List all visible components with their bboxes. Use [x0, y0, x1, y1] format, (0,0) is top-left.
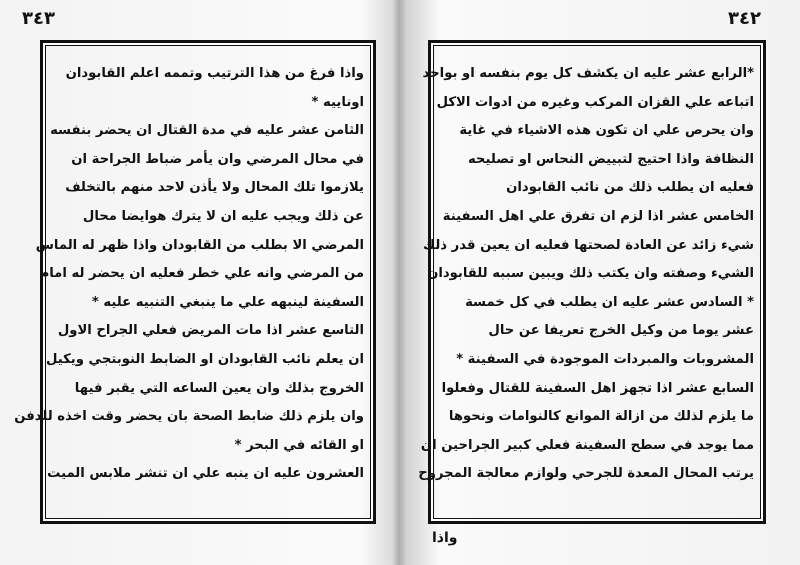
text-line: وان يلزم ذلك ضابط الصحة بان يحضر وقت اخذه للدفن: [14, 409, 364, 425]
text-line: الخامس عشر اذا لزم ان تفرق علي اهل السفينة: [442, 208, 754, 224]
left-page-text: [14, 60, 364, 520]
text-line: * السادس عشر عليه ان يطلب في كل خمسة: [465, 294, 754, 310]
text-line: التاسع عشر اذا مات المريض فعلي الجراح الاول: [57, 323, 364, 339]
text-line: عن ذلك ويجب عليه ان لا يترك هوايضا محال: [82, 208, 364, 224]
text-line: فعليه ان يطلب ذلك من نائب القابودان: [506, 180, 754, 196]
text-line: ان يعلم نائب القابودان او الضابط النوبتجي ويكيل: [45, 351, 364, 367]
text-line: الخروج بذلك وان يعين الساعه التي يقبر فيها: [74, 380, 364, 396]
text-line: الثامن عشر عليه في مدة القتال ان يحضر بنفسه: [50, 123, 364, 139]
text-line: المشروبات والمبردات الموجودة في السفينة *: [456, 351, 754, 367]
text-line: يرتب المحال المعدة للجرحي ولوازم معالجة المجروح: [418, 466, 754, 482]
text-line: او القائه في البحر *: [234, 437, 364, 453]
text-line: وان يحرص علي ان تكون هذه الاشياء في غاية: [459, 123, 754, 139]
left-page-number: ٣٤٣: [22, 8, 55, 29]
text-line: شيء زائد عن العادة لصحتها فعليه ان يعين قدر ذلك: [423, 237, 754, 253]
catchword: واذا: [432, 530, 458, 546]
text-line: العشرون عليه ان ينبه علي ان تنشر ملابس الميت: [47, 466, 364, 482]
text-line: عشر يوما من وكيل الخرج تعريفا عن حال: [488, 323, 754, 339]
book-gutter: [392, 0, 406, 565]
text-line: السفينة لينبهه علي ما ينبغي التنبيه عليه *: [91, 294, 364, 310]
text-line: مما يوجد في سطح السفينة فعلي كبير الجراحين ان: [420, 437, 754, 453]
text-line: الشيء وصفته وان يكتب ذلك ويبين سببه للقابودان: [427, 266, 754, 282]
text-line: يلازموا تلك المحال ولا يأذن لاحد منهم بالتخلف: [65, 180, 364, 196]
right-page-number: ٣٤٢: [728, 8, 761, 29]
text-line: النظافة واذا احتيج لتبييض النحاس او تصليحه: [467, 151, 754, 167]
text-line: من المرضي وانه علي خطر فعليه ان يحضر له امام: [39, 266, 364, 282]
text-line: *الرابع عشر عليه ان يكشف كل يوم بنفسه او بواحد: [422, 66, 754, 81]
right-page-text: [418, 60, 754, 520]
text-line: اوناييه *: [311, 94, 364, 110]
text-line: السابع عشر اذا تجهز اهل السفينة للقتال وفعلوا: [441, 380, 754, 396]
text-line: واذا فرغ من هذا الترتيب وتممه اعلم القابودان: [65, 66, 364, 81]
text-line: اتباعه علي القزان المركب وغيره من ادوات الاكل: [436, 94, 754, 110]
text-line: في محال المرضي وان يأمر ضباط الجراحة ان: [71, 151, 364, 167]
text-line: المرضي الا بطلب من القابودان واذا ظهر له الماس: [35, 237, 364, 253]
text-line: ما يلزم لذلك من ازالة الموانع كالنوامات ونحوها: [448, 409, 754, 425]
